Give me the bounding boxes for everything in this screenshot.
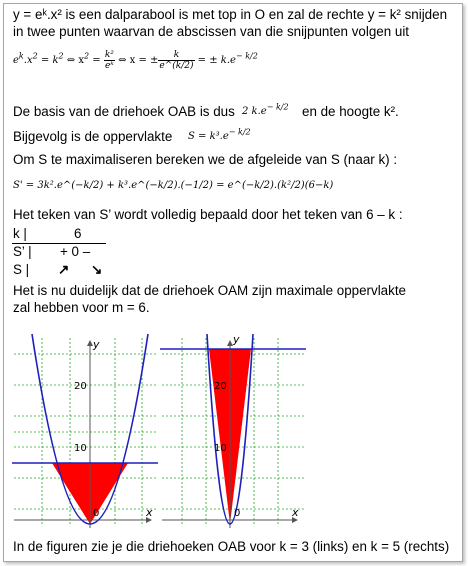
graph-left-x-label: x (146, 506, 153, 519)
conclusion-line-1: Het is nu duidelijk dat de driehoek OAM zijn maximale oppervlakte (13, 283, 406, 298)
graph-right-tick-10: 10 (214, 443, 227, 454)
conclusion-line-2: zal hebben voor m = 6. (13, 300, 150, 315)
sign-table-s-label: S | (13, 262, 30, 277)
graph-left-tick-20: 20 (74, 381, 87, 392)
graph-right-k5 (160, 332, 308, 530)
basis-text: De basis van de driehoek OAB is dus (13, 104, 235, 119)
oppervlakte-expression: $S = k^3.e^{- k/2}$ (188, 127, 251, 142)
maximaliseren-text: Om S te maximaliseren bereken we de afgeleide van S (naar k) : (13, 152, 398, 167)
intro-line-1: y = eᵏ.x² is een dalparabool is met top in O en zal de rechte y = k² snijden (13, 7, 448, 22)
graph-right-x-label: x (292, 506, 299, 519)
figure-caption: In de figuren zie je die driehoeken OAB voor k = 3 (links) en k = 5 (rechts) (13, 539, 450, 554)
sign-table-k-value: 6 (74, 226, 82, 241)
basis-expression: 2 $k.e^{- k/2}$ (242, 102, 289, 117)
graph-right-origin-label: 0 (234, 508, 241, 519)
graph-right-tick-20: 20 (214, 381, 227, 392)
derivative-formula: S' = 3k².e^(−k/2) + k³.e^(−k/2).(−1/2) = e^(−k/2).(k²/2)(6−k) (13, 180, 334, 191)
sign-table-sprime-values: + 0 – (60, 244, 91, 259)
sign-table-decreasing-arrow: ↘ (91, 262, 103, 277)
graph-left-origin-label: 0 (93, 508, 100, 519)
equation-abscissen: $e^k.x^2 = k^2$ ⇔ $x^2$ = $\frac{\text{k²}}{\text{eᵏ}}$ ⇔ x = ± $\frac{k}{e\^{}(k/2)}$ = ± $k.e^{- k/2}$ (13, 50, 258, 71)
sign-table-k-label: k | (13, 226, 27, 241)
intro-line-2: in twee punten waarvan de abscissen van die snijpunten volgen uit (13, 24, 410, 39)
oppervlakte-text: Bijgevolg is de oppervlakte (13, 129, 173, 144)
graph-right-y-label: y (233, 333, 240, 346)
sign-table-increasing-arrow: ↗ (58, 262, 70, 277)
sign-table-sprime-label: S’ | (13, 244, 32, 259)
teken-text: Het teken van S’ wordt volledig bepaald door het teken van 6 – k : (13, 207, 403, 222)
graph-left-k3 (12, 332, 160, 530)
graph-left-y-label: y (93, 338, 100, 351)
hoogte-text: en de hoogte k². (302, 104, 399, 119)
graph-left-tick-10: 10 (74, 443, 87, 454)
